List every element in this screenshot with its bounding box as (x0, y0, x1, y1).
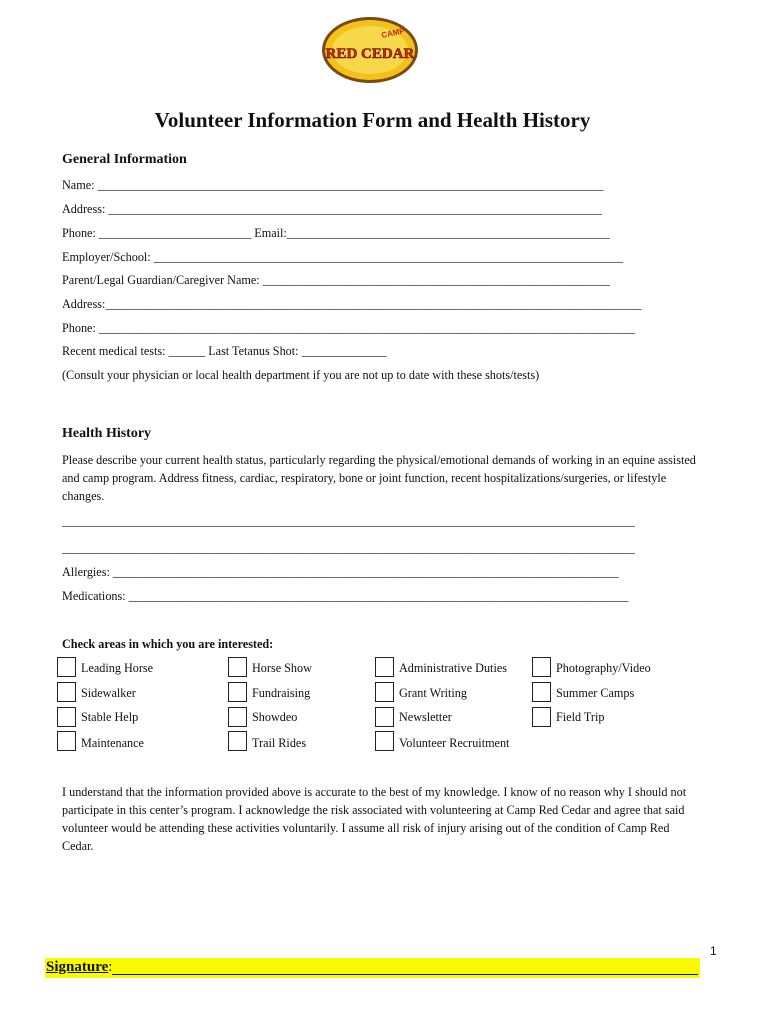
checkbox-label: Field Trip (556, 710, 605, 724)
checkbox-sidewalker[interactable] (57, 682, 76, 702)
guardian-address-field[interactable]: Address:________________________________________________________________________________________ (62, 297, 642, 311)
checkbox-fundraising[interactable] (228, 682, 247, 702)
signature-highlight (45, 958, 700, 978)
health-blank-line-2[interactable]: ______________________________________________________________________________________________ (62, 541, 635, 555)
signature-word: Signature (46, 959, 109, 975)
checkbox-photography-video[interactable] (532, 657, 551, 677)
checkbox-label: Showdeo (252, 710, 298, 724)
signature-line[interactable] (112, 974, 698, 975)
page-number: 1 (710, 944, 717, 958)
checkbox-label: Stable Help (81, 710, 139, 724)
checkbox-summer-camps[interactable] (532, 682, 551, 702)
checkbox-label: Sidewalker (81, 686, 136, 700)
checkbox-newsletter[interactable] (375, 707, 394, 727)
checkbox-label: Volunteer Recruitment (399, 736, 510, 750)
checkbox-administrative-duties[interactable] (375, 657, 394, 677)
medical-tests-field[interactable]: Recent medical tests: ______ Last Tetanus Shot: ______________ (62, 344, 387, 358)
general-information-heading: General Information (62, 152, 187, 167)
name-field[interactable]: Name: ___________________________________________________________________________________ (62, 178, 604, 192)
checkbox-field-trip[interactable] (532, 707, 551, 727)
phone-email-field[interactable]: Phone: _________________________ Email:_____________________________________________________ (62, 226, 610, 240)
health-blank-line-1[interactable]: ______________________________________________________________________________________________ (62, 514, 635, 528)
camp-red-cedar-logo (320, 14, 420, 84)
checkbox-label: Trail Rides (252, 736, 307, 750)
health-history-heading: Health History (62, 426, 152, 441)
medications-field[interactable]: Medications: __________________________________________________________________________________ (62, 589, 629, 603)
checkbox-label: Horse Show (252, 661, 312, 675)
checkbox-label: Fundraising (252, 686, 311, 700)
allergies-field[interactable]: Allergies: ___________________________________________________________________________________ (62, 565, 619, 579)
checkbox-horse-show[interactable] (228, 657, 247, 677)
health-description: Please describe your current health status, particularly regarding the physical/emotional demands of working in an equine assisted and camp program. Address fitness, cardiac, respiratory, bone or joint function, recent hospitalizations/surgeries, or lifestyle changes. (62, 453, 696, 503)
checkbox-label: Leading Horse (81, 661, 154, 675)
checkbox-label: Photography/Video (556, 661, 651, 675)
signature-label (46, 959, 112, 976)
guardian-name-field[interactable]: Parent/Legal Guardian/Caregiver Name: _________________________________________________________ (62, 273, 611, 287)
checkbox-label: Maintenance (81, 736, 144, 750)
checkbox-label: Grant Writing (399, 686, 467, 700)
svg-text:CAMP: CAMP (380, 26, 406, 40)
checkbox-showdeo[interactable] (228, 707, 247, 727)
checkbox-leading-horse[interactable] (57, 657, 76, 677)
interests-heading: Check areas in which you are interested: (62, 637, 274, 651)
signature-colon: : (108, 959, 113, 975)
checkbox-volunteer-recruitment[interactable] (375, 731, 394, 751)
checkbox-label: Summer Camps (556, 686, 635, 700)
employer-school-field[interactable]: Employer/School: _____________________________________________________________________________ (62, 250, 623, 264)
checkbox-trail-rides[interactable] (228, 731, 247, 751)
checkbox-grant-writing[interactable] (375, 682, 394, 702)
svg-text:RED CEDAR: RED CEDAR (325, 46, 415, 62)
consult-note: (Consult your physician or local health department if you are not up to date with these shots/tests) (62, 368, 540, 382)
checkbox-maintenance[interactable] (57, 731, 76, 751)
checkbox-label: Newsletter (399, 710, 452, 724)
guardian-phone-field[interactable]: Phone: ________________________________________________________________________________________ (62, 321, 636, 335)
checkbox-label: Administrative Duties (399, 661, 507, 675)
acknowledgement-text: I understand that the information provided above is accurate to the best of my knowledge. I know of no reason why I should not participate in this center’s program. I acknowledge the risk associated with volunteering at Camp Red Cedar and agree that said volunteer would be attending these activities voluntarily. I assume all risk of injury arising out of the condition of Camp Red Cedar. (62, 785, 687, 853)
checkbox-stable-help[interactable] (57, 707, 76, 727)
form-title: Volunteer Information Form and Health History (154, 108, 591, 132)
address-field[interactable]: Address: _________________________________________________________________________________ (62, 202, 602, 216)
